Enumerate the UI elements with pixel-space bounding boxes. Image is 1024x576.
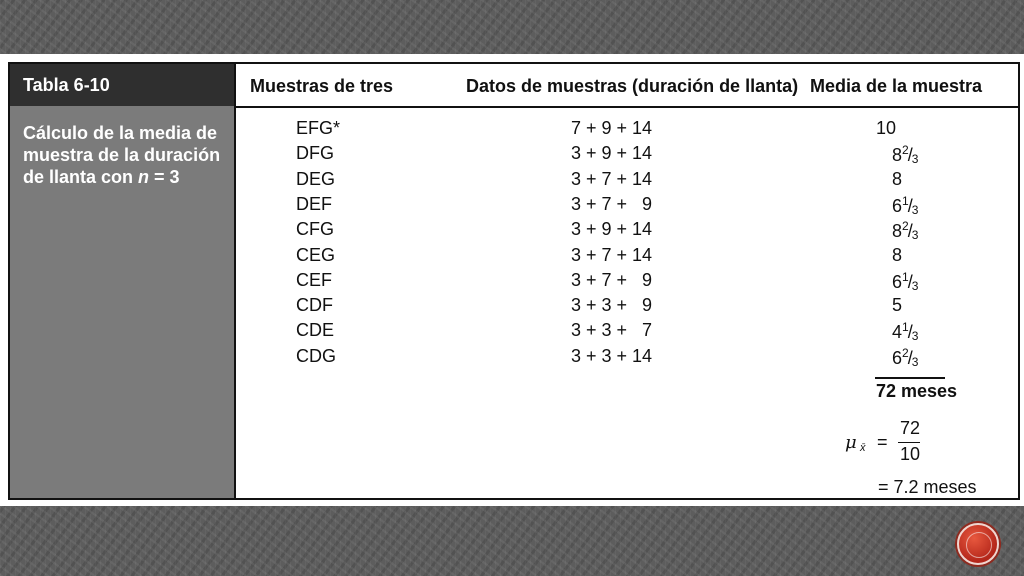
fraction-bar xyxy=(898,442,920,443)
mean-numerator: 1 xyxy=(902,320,909,335)
description-line: muestra de la duración xyxy=(23,145,221,165)
mean-whole: 8 xyxy=(892,145,903,166)
header-samples: Muestras de tres xyxy=(250,76,394,96)
sample-cell: DEG xyxy=(296,168,336,189)
mean-cell xyxy=(892,346,918,369)
fraction-numerator: 72 xyxy=(900,418,921,438)
table-row xyxy=(236,245,1018,270)
mean-cell xyxy=(892,320,918,343)
mean-cell xyxy=(892,194,918,217)
mu-symbol: μ xyxy=(845,432,857,453)
table-row xyxy=(236,194,1018,219)
sample-cell: CEF xyxy=(296,269,332,290)
sample-cell: CDG xyxy=(296,345,336,366)
mean-whole: 8 xyxy=(892,168,903,189)
fraction-slash: / xyxy=(907,271,913,292)
data-cell: 3 + 7 + 9 xyxy=(571,269,653,290)
mu-subscript: x̄ xyxy=(860,442,866,454)
data-cell: 3 + 9 + 14 xyxy=(571,219,653,240)
table-row xyxy=(236,295,1018,320)
slide xyxy=(0,54,1024,506)
fraction-slash: / xyxy=(907,322,913,343)
mean-whole: 8 xyxy=(892,221,903,242)
mean-cell xyxy=(892,295,902,316)
fraction-slash: / xyxy=(907,347,913,368)
description-line: Cálculo de la media de xyxy=(23,123,218,143)
data-cell: 3 + 7 + 9 xyxy=(571,193,653,214)
header-data: Datos de muestras (duración de llanta) xyxy=(466,76,799,96)
mean-denominator: 3 xyxy=(911,354,919,369)
mean-whole: 6 xyxy=(892,195,903,216)
mean-whole: 6 xyxy=(892,347,903,368)
mean-numerator: 2 xyxy=(902,345,909,360)
mean-cell xyxy=(892,219,918,242)
total-value: 72 meses xyxy=(876,381,958,401)
table-6-10 xyxy=(8,62,1020,500)
equals-sign: = xyxy=(877,432,888,452)
sample-cell: CFG xyxy=(296,219,334,240)
table-row xyxy=(236,320,1018,345)
mean-denominator: 3 xyxy=(911,152,919,167)
fraction-slash: / xyxy=(907,221,913,242)
sample-cell: CEG xyxy=(296,244,336,265)
mean-numerator: 2 xyxy=(902,219,909,234)
mean-numerator: 1 xyxy=(902,193,909,208)
data-cell: 3 + 3 + 9 xyxy=(571,295,653,316)
mean-whole: 6 xyxy=(892,271,903,292)
description-line xyxy=(23,166,228,188)
left-panel xyxy=(10,64,234,498)
fraction-denominator: 10 xyxy=(900,444,921,464)
nav-ring xyxy=(966,532,992,558)
mean-whole: 10 xyxy=(876,118,897,138)
mean-cell xyxy=(892,169,902,190)
sum-line xyxy=(875,377,945,379)
data-cell: 3 + 7 + 14 xyxy=(571,244,653,265)
sample-cell: EFG* xyxy=(296,118,341,138)
mean-denominator: 3 xyxy=(911,202,919,217)
sample-cell: CDF xyxy=(296,295,333,316)
table-row xyxy=(236,219,1018,244)
sample-cell: DFG xyxy=(296,143,334,164)
data-cell: 7 + 9 + 14 xyxy=(571,118,653,138)
table-row xyxy=(236,169,1018,194)
header-rule xyxy=(236,106,1018,108)
data-cell: 3 + 7 + 14 xyxy=(571,168,653,189)
mean-whole: 4 xyxy=(892,322,903,343)
variable-n: n xyxy=(138,167,150,187)
mean-denominator: 3 xyxy=(911,278,919,293)
circle-nav-icon[interactable] xyxy=(957,523,999,565)
mean-cell xyxy=(892,143,918,166)
mean-numerator: 1 xyxy=(902,269,909,284)
formula-result: = 7.2 meses xyxy=(878,477,977,497)
fraction-slash: / xyxy=(907,195,913,216)
mean-denominator: 3 xyxy=(911,228,919,243)
sample-cell: DEF xyxy=(296,193,332,214)
mean-cell xyxy=(876,118,896,139)
mean-formula xyxy=(845,418,985,478)
mean-cell xyxy=(892,245,902,266)
table-description xyxy=(23,122,228,188)
table-row xyxy=(236,118,1018,143)
mean-whole: 8 xyxy=(892,244,903,265)
mean-whole: 5 xyxy=(892,295,903,316)
data-cell: 3 + 3 + 14 xyxy=(571,345,653,366)
mean-denominator: 3 xyxy=(911,329,919,344)
sample-cell: CDE xyxy=(296,320,335,341)
mean-numerator: 2 xyxy=(902,143,909,158)
caption-bar xyxy=(10,64,234,106)
data-cell: 3 + 9 + 14 xyxy=(571,143,653,164)
table-row xyxy=(236,270,1018,295)
description-text: de llanta con xyxy=(23,167,139,187)
data-cell: 3 + 3 + 7 xyxy=(571,320,653,341)
mean-cell xyxy=(892,270,918,293)
fraction-slash: / xyxy=(907,145,913,166)
table-caption: Tabla 6-10 xyxy=(23,75,110,95)
table-row xyxy=(236,143,1018,168)
table-row xyxy=(236,346,1018,371)
description-text: = 3 xyxy=(149,167,180,187)
header-mean: Media de la muestra xyxy=(810,76,983,96)
